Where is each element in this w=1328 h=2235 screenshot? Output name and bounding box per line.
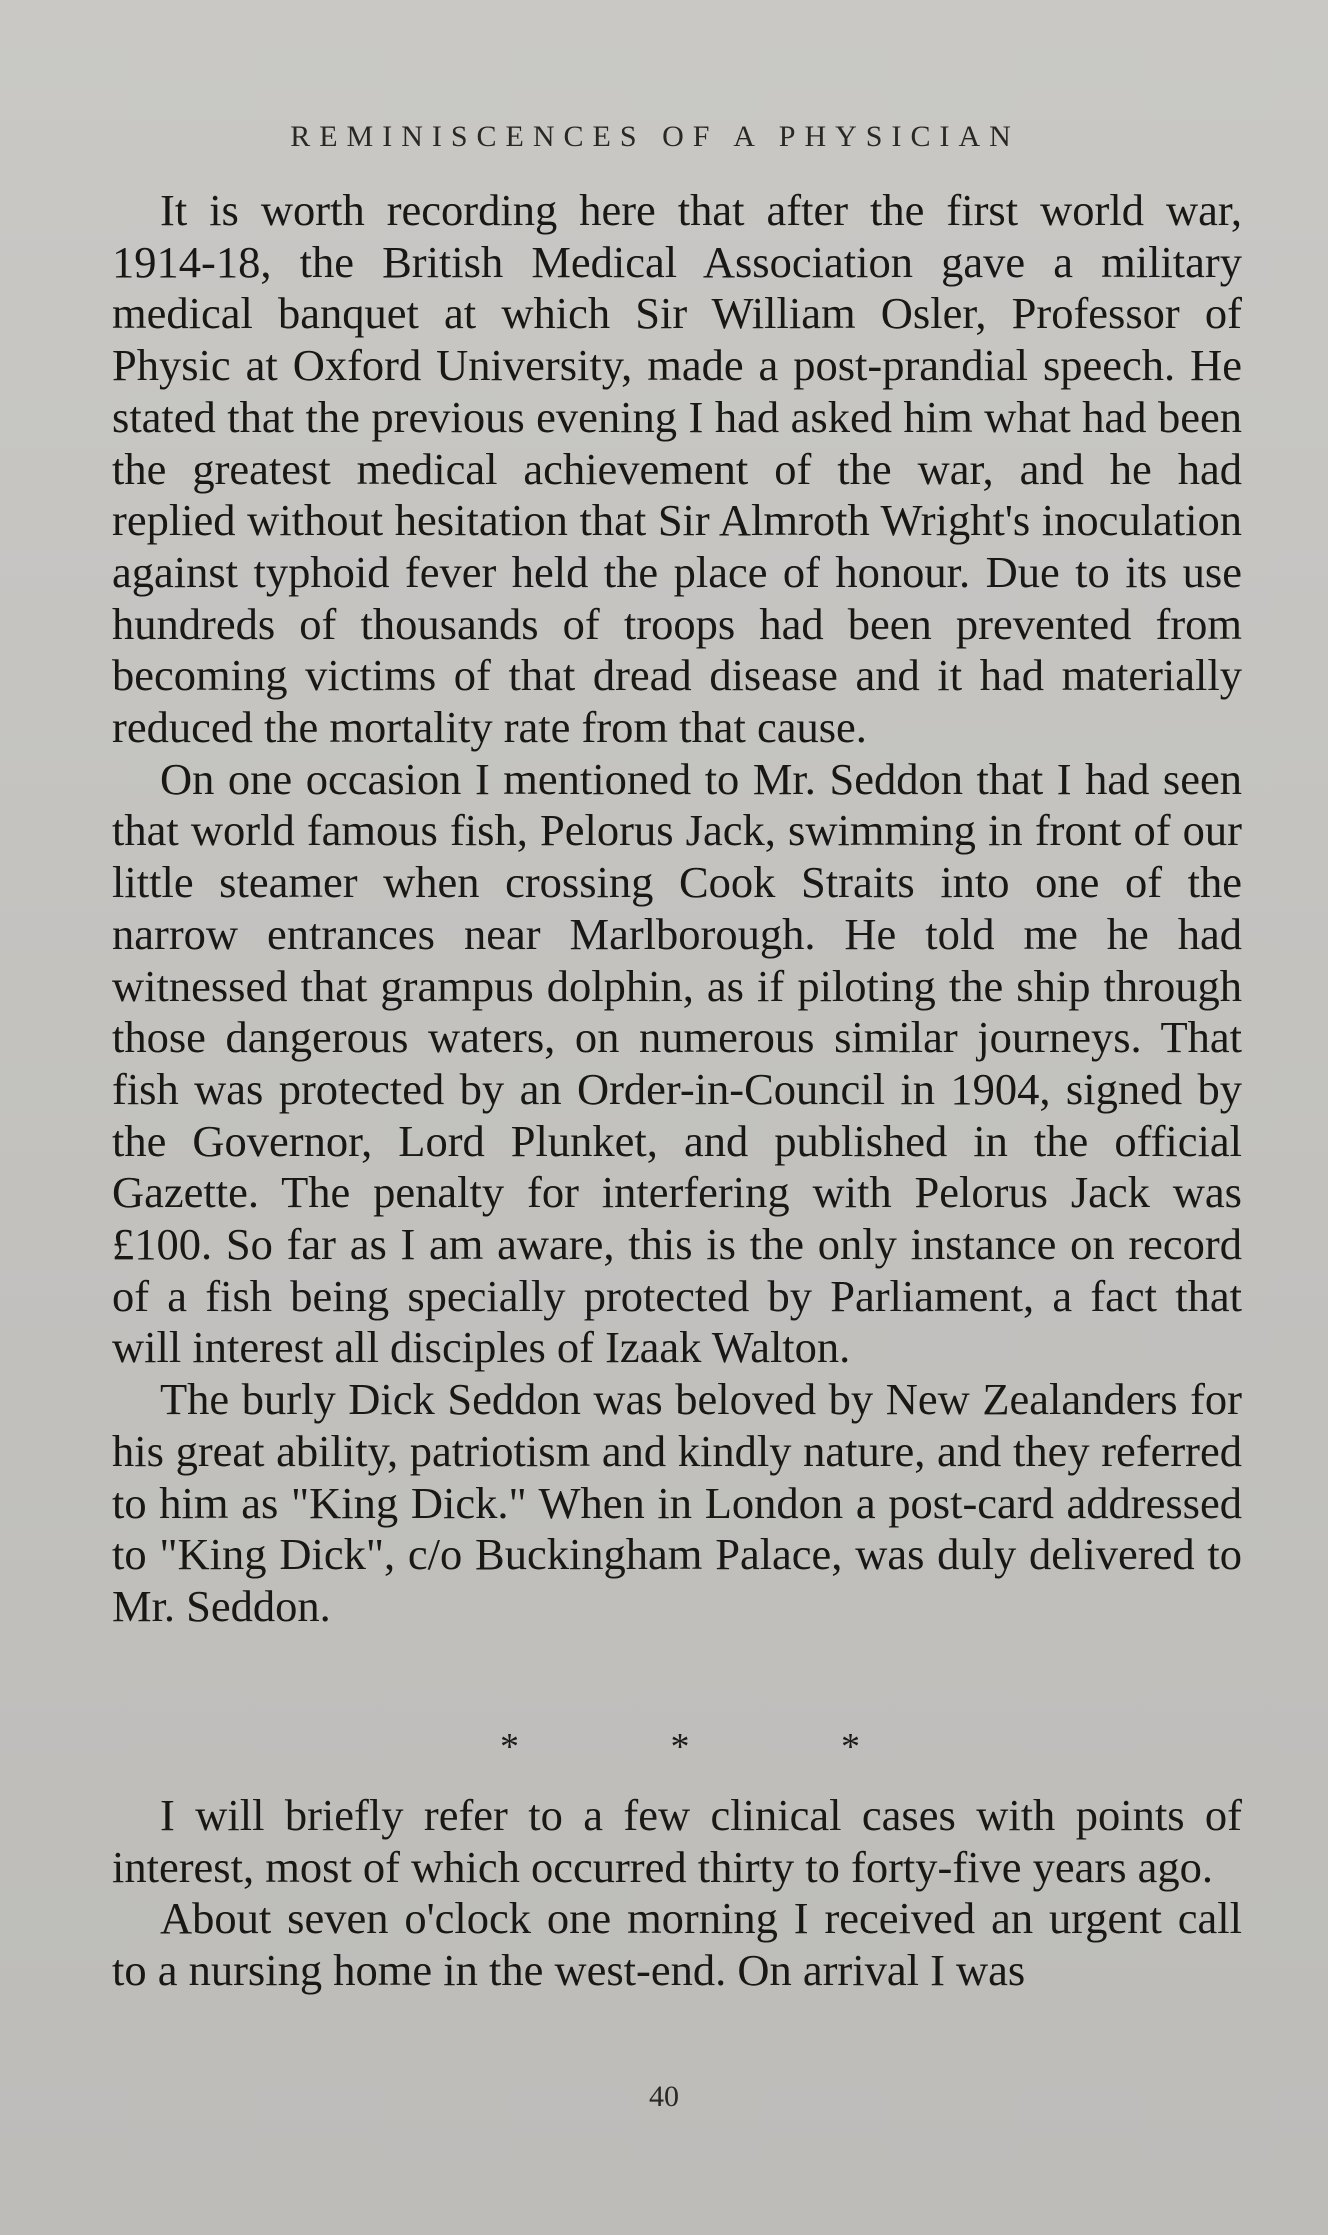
paragraph-clinical-cases: I will briefly refer to a few clinical cases with points of interest, most of which occurred thirty to forty-five years ago. — [112, 1790, 1242, 1892]
page-number: 40 — [649, 2080, 679, 2113]
paragraph-osler: It is worth recording here that after the first world war, 1914-18, the British Medical Association gave a military medical banquet at which Sir William Osler, Professor of Physic at Oxford University, made a post-prandial speech. He stated that the previous evening I had asked him what had been the greatest medical achievement of the war, and he had replied without hesitation that Sir Almroth Wright's inoculation against typhoid fever held the place of honour. Due to its use hundreds of thousands of troops had been prevented from becoming victims of that dread disease and it had materially reduced the mortality rate from that cause. — [112, 185, 1242, 753]
paragraph-king-dick: The burly Dick Seddon was beloved by New Zealanders for his great ability, patriotism and kindly nature, and they referred to him as "King Dick." When in London a post-card addressed to "King Dick", c/o Buckingham Palace, was duly delivered to Mr. Seddon. — [112, 1374, 1242, 1631]
body-text — [112, 185, 1242, 1633]
asterisk-3: * — [841, 1726, 860, 1768]
asterisk-1: * — [500, 1726, 519, 1768]
section-break — [500, 1728, 860, 1766]
running-head: REMINISCENCES OF A PHYSICIAN — [290, 120, 1020, 153]
asterisk-2: * — [670, 1726, 690, 1768]
paragraph-pelorus-jack: On one occasion I mentioned to Mr. Seddon that I had seen that world famous fish, Pelorus Jack, swimming in front of our little steamer when crossing Cook Straits into one of the narrow entrances near Marlborough. He told me he had witnessed that grampus dolphin, as if piloting the ship through those dangerous waters, on numerous similar journeys. That fish was protected by an Order-in-Council in 1904, signed by the Governor, Lord Plunket, and published in the official Gazette. The penalty for interfering with Pelorus Jack was £100. So far as I am aware, this is the only instance on record of a fish being specially protected by Parliament, a fact that will interest all disciples of Izaak Walton. — [112, 753, 1242, 1373]
paragraph-urgent-call: About seven o'clock one morning I received an urgent call to a nursing home in the west-end. On arrival I was — [112, 1893, 1242, 1996]
body-text-after-break — [112, 1790, 1242, 1997]
